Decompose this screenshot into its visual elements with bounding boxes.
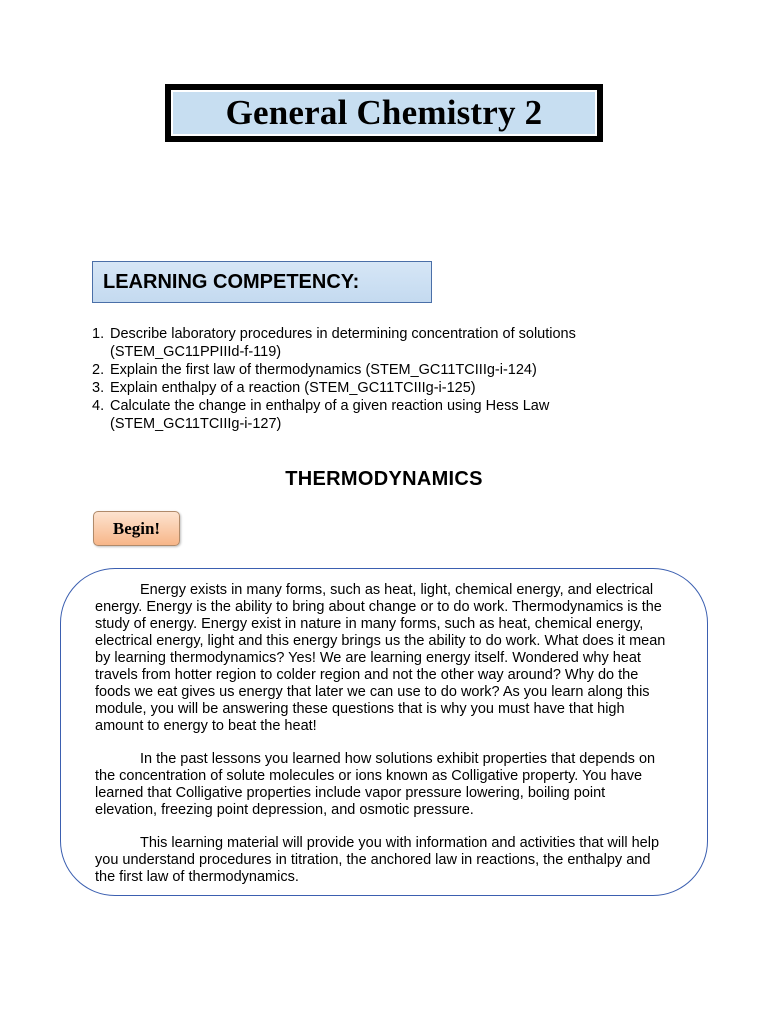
competency-line: Calculate the change in enthalpy of a given reaction using Hess Law xyxy=(110,398,550,414)
competency-item xyxy=(92,361,652,379)
competency-number: 1. xyxy=(92,326,105,342)
competency-line: Describe laboratory procedures in determining concentration of solutions xyxy=(110,326,576,342)
intro-paragraph: In the past lessons you learned how solutions exhibit properties that depends on the concentration of solute molecules or ions known as Colligative property. You have learned that Colligative properties include vapor pressure lowering, boiling point elevation, freezing point depression, and osmotic pressure. xyxy=(95,751,656,818)
learning-competency-heading: LEARNING COMPETENCY: xyxy=(103,270,360,293)
competency-item xyxy=(92,397,652,433)
competency-text xyxy=(110,325,576,361)
competency-text xyxy=(110,379,476,397)
competency-number: 4. xyxy=(92,398,105,414)
title-banner xyxy=(165,84,603,142)
section-title: THERMODYNAMICS xyxy=(285,468,483,490)
title-banner-inner xyxy=(171,90,597,136)
competency-line: (STEM_GC11TCIIIg-i-127) xyxy=(110,416,282,432)
competency-number: 3. xyxy=(92,380,105,396)
competency-line: Explain enthalpy of a reaction (STEM_GC11TCIIIg-i-125) xyxy=(110,380,476,396)
competency-list xyxy=(92,325,652,433)
page-title: General Chemistry 2 xyxy=(225,93,543,132)
intro-paragraph: This learning material will provide you with information and activities that will help you understand procedures in titration, the anchored law in reactions, the enthalpy and the first law of thermodynamics. xyxy=(95,835,660,885)
begin-button[interactable]: Begin! xyxy=(93,511,180,546)
competency-text xyxy=(110,361,537,379)
learning-competency-banner xyxy=(92,261,432,303)
intro-paragraph: Energy exists in many forms, such as heat, light, chemical energy, and electrical energy. Energy is the ability to bring about change or to do work. Thermodynamics is the study of energy. Energy exist in nature in many forms, such as heat, chemical energy, electrical energy, light and this energy brings us the ability to do work. What does it mean by learning thermodynamics? Yes! We are learning energy itself. Wondered why heat travels from hotter region to colder region and not the other way around? Why do the foods we eat gives us energy that later we can use to do work? As you learn along this module, you will be answering these questions that is why you must have that high amount to energy to beat the heat! xyxy=(95,582,666,734)
competency-number: 2. xyxy=(92,362,105,378)
competency-item xyxy=(92,379,652,397)
intro-text-box xyxy=(60,568,708,896)
competency-line: Explain the first law of thermodynamics (STEM_GC11TCIIIg-i-124) xyxy=(110,362,537,378)
competency-text xyxy=(110,397,549,433)
competency-line: (STEM_GC11PPIIId-f-119) xyxy=(110,344,282,360)
competency-item xyxy=(92,325,652,361)
